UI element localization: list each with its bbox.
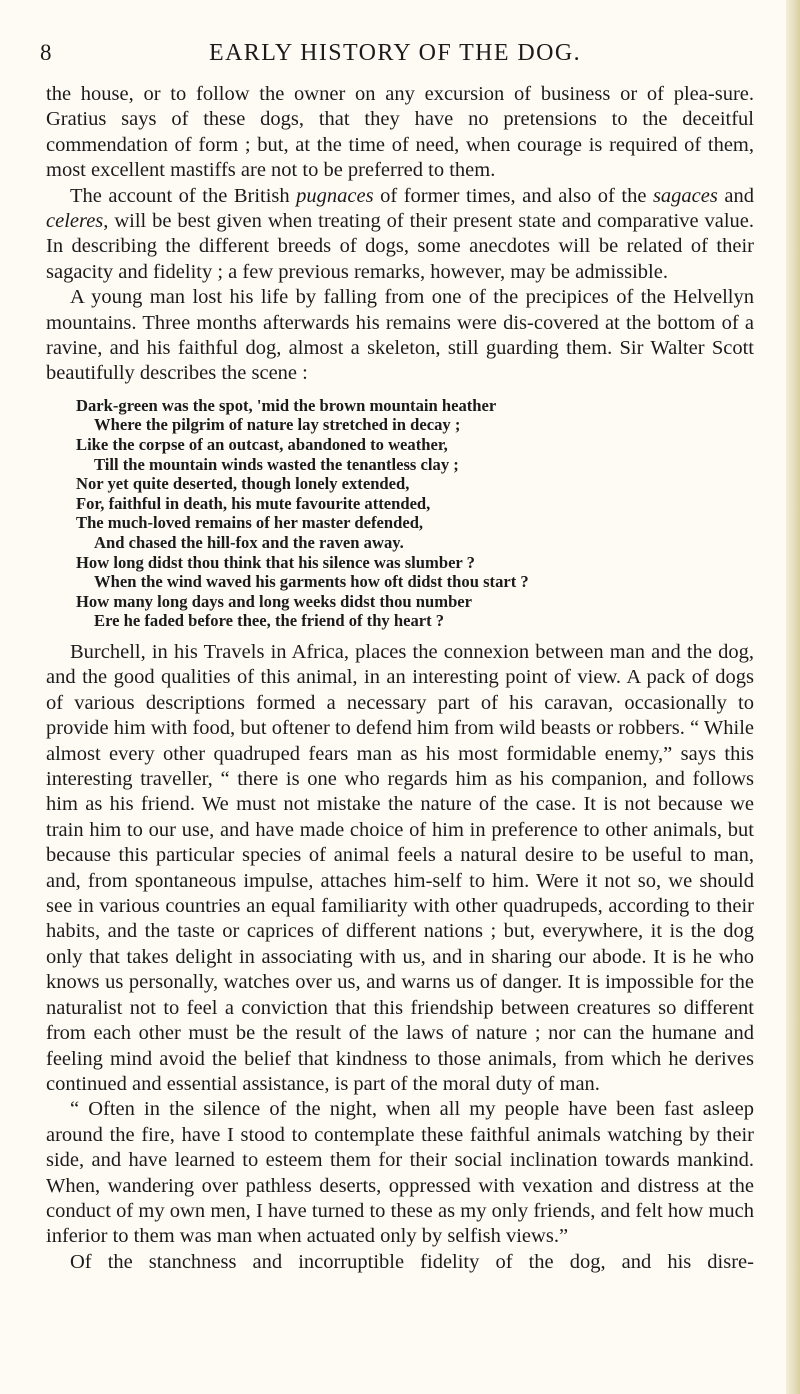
page-body [46, 82, 754, 1275]
paragraph-stanchness-text: Of the stanchness and incorruptible fidelity of the dog, and his disre- [70, 1250, 754, 1273]
poem-line: When the wind waved his garments how oft didst thou start ? [94, 572, 529, 592]
poem-line: Nor yet quite deserted, though lonely extended, [76, 474, 410, 494]
page-number: 8 [40, 40, 52, 65]
poem-line: Dark-green was the spot, 'mid the brown mountain heather [76, 395, 497, 415]
paragraph-helvellyn [46, 285, 754, 387]
paragraph-gratius-text: the house, or to follow the owner on any excursion of business or of plea-sure. Gratius says of these dogs, that they have no pretensions to the deceitful commendation of form ; but, at the time of need, when courage is required of them, most excellent mastiffs are not to be preferred to them. [46, 83, 754, 182]
poem-line: Where the pilgrim of nature lay stretched in decay ; [94, 415, 461, 435]
paragraph-burchell-quote-text: “ Often in the silence of the night, when all my people have been fast asleep around the fire, have I stood to contemplate these faithful animals watching by their side, and have learned to esteem them for their social inclination towards mankind. When, wandering over pathless deserts, oppressed with vexation and distress at the conduct of my own men, I have turned to these as my only friends, and felt how much inferior to them was man when actuated only by selfish views.” [46, 1098, 754, 1248]
text-run: The account of the British [70, 184, 297, 207]
poem-helvellyn [46, 396, 754, 631]
poem-line: The much-loved remains of her master defended, [76, 513, 424, 533]
paragraph-british-breeds [46, 184, 754, 286]
poem-line: Ere he faded before thee, the friend of thy heart ? [94, 611, 445, 631]
poem-line: How many long days and long weeks didst thou number [76, 591, 473, 611]
paragraph-stanchness [46, 1250, 754, 1275]
text-run: and [717, 184, 754, 207]
page-header [40, 40, 750, 76]
paragraph-helvellyn-text: A young man lost his life by falling from one of the precipices of the Helvellyn mountains. Three months afterwards his remains were dis-covered at the bottom of a ravine, and his faithful dog, almost a skeleton, still guarding them. Sir Walter Scott beautifully describes the scene : [46, 286, 754, 385]
term-sagaces: sagaces [652, 184, 718, 207]
poem-line: How long didst thou think that his silence was slumber ? [76, 552, 475, 572]
poem-line: For, faithful in death, his mute favourite attended, [76, 493, 431, 513]
poem-line: And chased the hill-fox and the raven away. [94, 533, 404, 553]
running-head: EARLY HISTORY OF THE DOG. [209, 40, 581, 66]
poem-line: Till the mountain winds wasted the tenantless clay ; [94, 454, 459, 474]
paragraph-burchell-quote [46, 1097, 754, 1249]
poem-line: Like the corpse of an outcast, abandoned to weather, [76, 435, 448, 455]
term-pugnaces: pugnaces [296, 184, 374, 207]
term-celeres: celeres [46, 210, 104, 233]
paragraph-gratius [46, 82, 754, 184]
text-run: of former times, and also of the [373, 184, 653, 207]
text-run: , will be best given when treating of their present state and comparative value. In describing the different breeds of dogs, some anecdotes will be related of their sagacity and fidelity ; a few previous remarks, however, may be admissible. [46, 210, 754, 283]
paragraph-burchell-text: Burchell, in his Travels in Africa, places the connexion between man and the dog, and the good qualities of this animal, in an interesting point of view. A pack of dogs of various descriptions formed a necessary part of his caravan, occasionally to provide him with food, but oftener to defend him from wild beasts or robbers. “ While almost every other quadruped fears man as his most formidable enemy,” says this interesting traveller, “ there is one who regards him as his companion, and follows him as his friend. We must not mistake the nature of the case. It is not because we train him to our use, and have made choice of him in preference to other animals, but because this particular species of animal feels a natural desire to be useful to man, and, from spontaneous impulse, attaches him-self to him. Were it not so, we should see in various countries an equal familiarity with other quadrupeds, according to their habits, and the taste or caprices of different nations ; but, everywhere, it is the dog only that takes delight in associating with us, and in sharing our abode. It is he who knows us personally, watches over us, and warns us of danger. It is impossible for the naturalist not to feel a conviction that this friendship between creatures so different from each other must be the result of the laws of nature ; nor can the humane and feeling mind avoid the belief that kindness to those animals, from which he derives continued and essential assistance, is part of the moral duty of man. [46, 641, 754, 1095]
paragraph-burchell [46, 640, 754, 1097]
page-edge-shadow [786, 0, 800, 1394]
